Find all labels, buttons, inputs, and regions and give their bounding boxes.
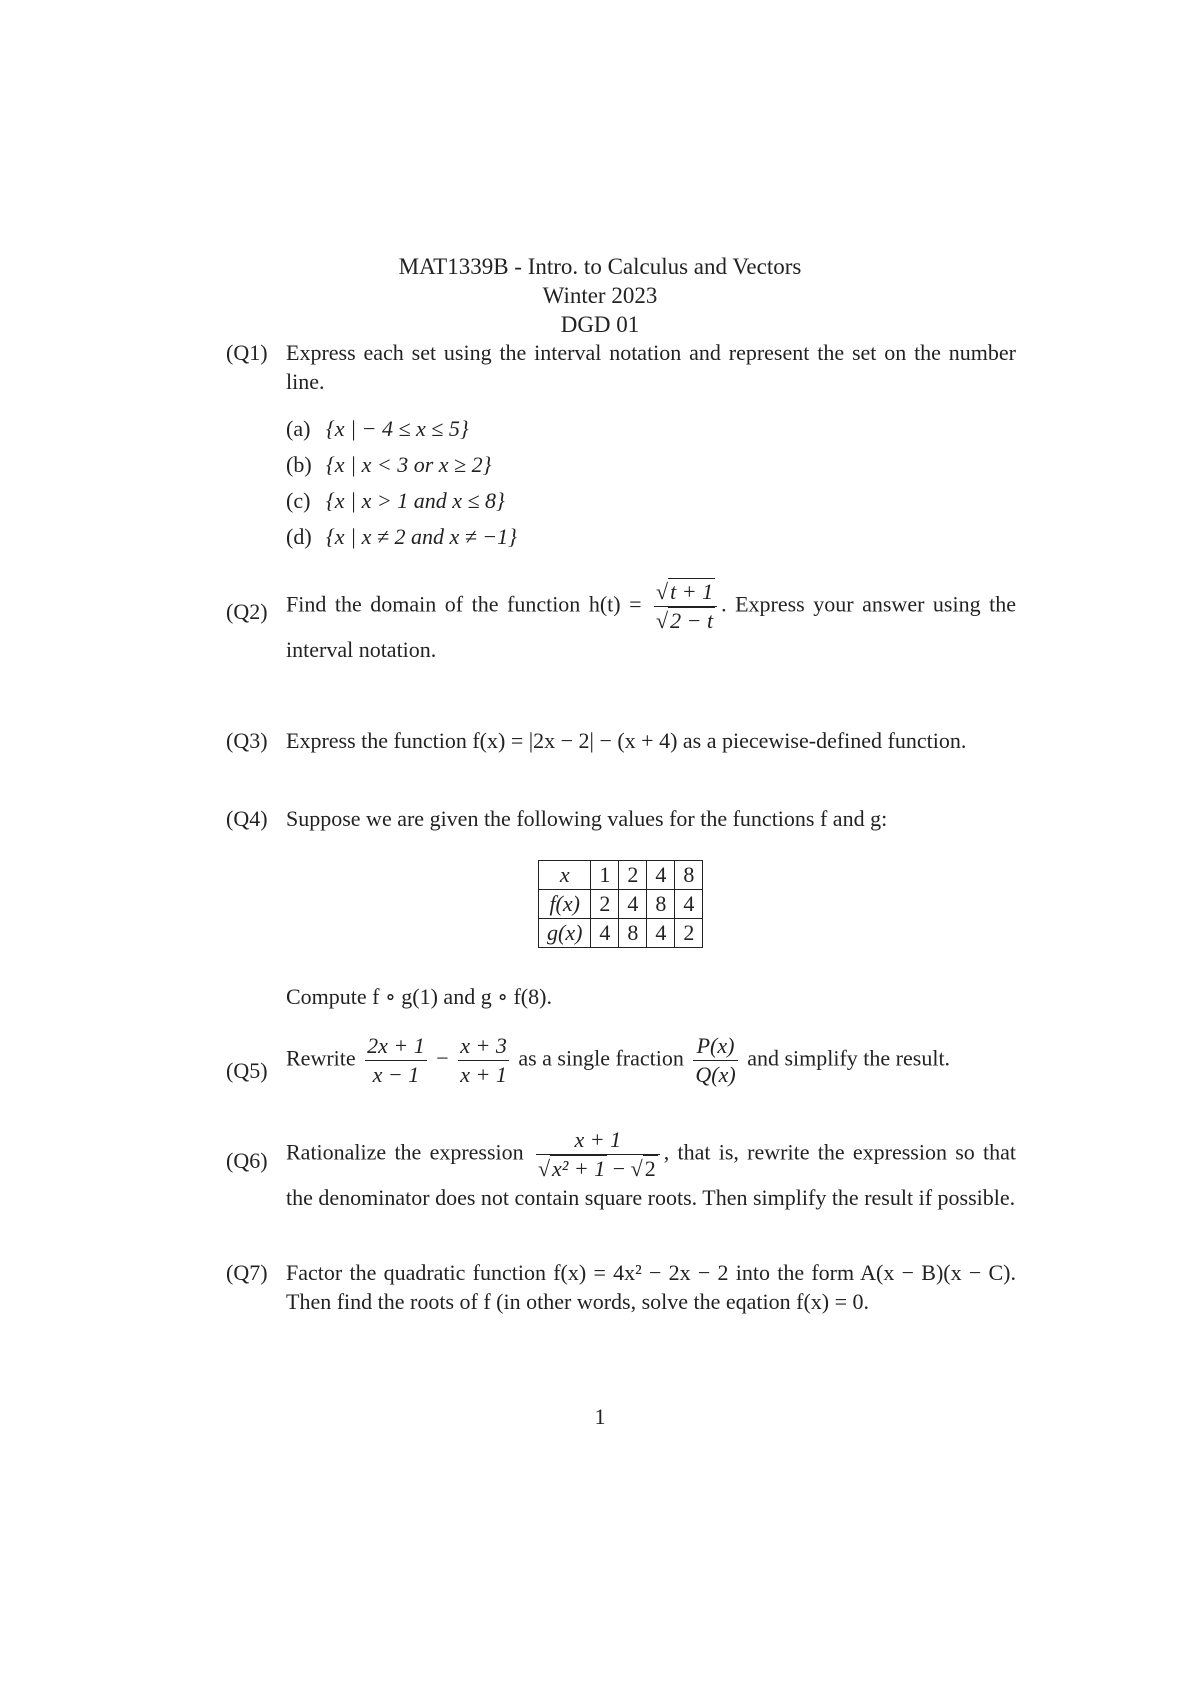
q5-fraction-1: $\frac{2x + 1}{x - 1}$	[367, 1033, 425, 1087]
question-4	[226, 804, 1016, 833]
q6-after-text: , that is, rewrite the expression so that the denominator does not contain square roots. Then simplify the result if possible.	[286, 1139, 1017, 1210]
table-cell: 8	[619, 919, 647, 948]
page-number: 1	[594, 1404, 606, 1429]
table-cell: 2	[619, 861, 647, 890]
question-2	[226, 578, 1016, 664]
question-1	[226, 338, 1016, 396]
table-row	[539, 890, 703, 919]
fraction-denominator: √2 − t	[656, 608, 714, 633]
q1-part-a	[286, 414, 469, 443]
part-label: (b)	[286, 452, 312, 477]
set-expression: {x | − 4 ≤ x ≤ 5}	[326, 416, 469, 441]
question-text	[286, 1032, 1016, 1089]
table-cell: 2	[591, 890, 619, 919]
question-5	[226, 1032, 1016, 1089]
question-label: (Q3)	[226, 728, 268, 753]
question-text: Factor the quadratic function f(x) = 4x² − 2x − 2 into the form A(x − B)(x − C). Then find the roots of f (in other words, solve the eqation f(x) = 0.	[286, 1260, 1016, 1314]
table-cell: 4	[619, 890, 647, 919]
table-cell: 2	[675, 919, 703, 948]
question-text	[286, 1126, 1016, 1212]
fraction-denominator: √x² + 1 − √2	[537, 1156, 656, 1181]
part-label: (d)	[286, 524, 312, 549]
q5-fraction-2: $\frac{x + 3}{x + 1}$	[460, 1033, 507, 1087]
question-label: (Q1)	[226, 340, 268, 365]
question-label: (Q6)	[226, 1148, 268, 1173]
compute-text: Compute f ∘ g(1) and g ∘ f(8).	[286, 984, 552, 1009]
q1-part-b	[286, 450, 491, 479]
table-cell: 1	[591, 861, 619, 890]
q1-part-c	[286, 486, 505, 515]
table-row	[539, 919, 703, 948]
document-header	[0, 252, 1200, 339]
q4-compute	[286, 982, 1016, 1011]
q6-fraction	[536, 1126, 660, 1183]
section: DGD 01	[560, 312, 640, 337]
question-text: Express each set using the interval notation and represent the set on the number line.	[286, 340, 1016, 394]
fraction-numerator: √t + 1	[654, 578, 717, 607]
question-3	[226, 726, 1016, 755]
q2-text-after: . Express your answer using the interval notation.	[286, 591, 1016, 662]
table-cell: 4	[647, 919, 675, 948]
question-7	[226, 1258, 1016, 1316]
part-label: (a)	[286, 416, 311, 441]
term: Winter 2023	[542, 283, 658, 308]
question-label: (Q7)	[226, 1260, 268, 1285]
q2-fraction	[654, 578, 717, 635]
table-cell: 4	[647, 861, 675, 890]
course-title: MAT1339B - Intro. to Calculus and Vectors	[398, 254, 802, 279]
question-label: (Q4)	[226, 806, 268, 831]
question-6	[226, 1126, 1016, 1212]
question-label: (Q2)	[226, 599, 268, 624]
table-header-cell: x	[539, 861, 591, 890]
set-expression: {x | x ≠ 2 and x ≠ −1}	[326, 524, 517, 549]
table-header-cell: g(x)	[539, 919, 591, 948]
q6-before-text: Rationalize the expression	[286, 1139, 524, 1165]
q5-fraction-3: $\frac{P(x)}{Q(x)}$	[695, 1033, 736, 1087]
table-cell: 8	[675, 861, 703, 890]
table-cell: 4	[675, 890, 703, 919]
question-text: Express the function f(x) = |2x − 2| − (x + 4) as a piecewise-defined function.	[286, 728, 967, 753]
minus-sign: −	[436, 1045, 449, 1071]
table-cell: 8	[647, 890, 675, 919]
q5-rewrite-text: Rewrite	[286, 1045, 356, 1071]
part-label: (c)	[286, 488, 311, 513]
question-text: Suppose we are given the following values for the functions f and g:	[286, 806, 888, 831]
table-header-cell: f(x)	[539, 890, 591, 919]
question-label: (Q5)	[226, 1058, 268, 1083]
q2-text-before: Find the domain of the function h(t) =	[286, 591, 642, 617]
table-row	[539, 861, 703, 890]
question-text	[286, 578, 1016, 664]
table-cell: 4	[591, 919, 619, 948]
set-expression: {x | x > 1 and x ≤ 8}	[326, 488, 505, 513]
q5-mid-text: as a single fraction	[518, 1045, 684, 1071]
set-expression: {x | x < 3 or x ≥ 2}	[326, 452, 492, 477]
q5-end-text: and simplify the result.	[747, 1045, 951, 1071]
function-values-table	[538, 860, 703, 948]
fraction-numerator: x + 1	[536, 1126, 660, 1155]
q1-part-d	[286, 522, 517, 551]
